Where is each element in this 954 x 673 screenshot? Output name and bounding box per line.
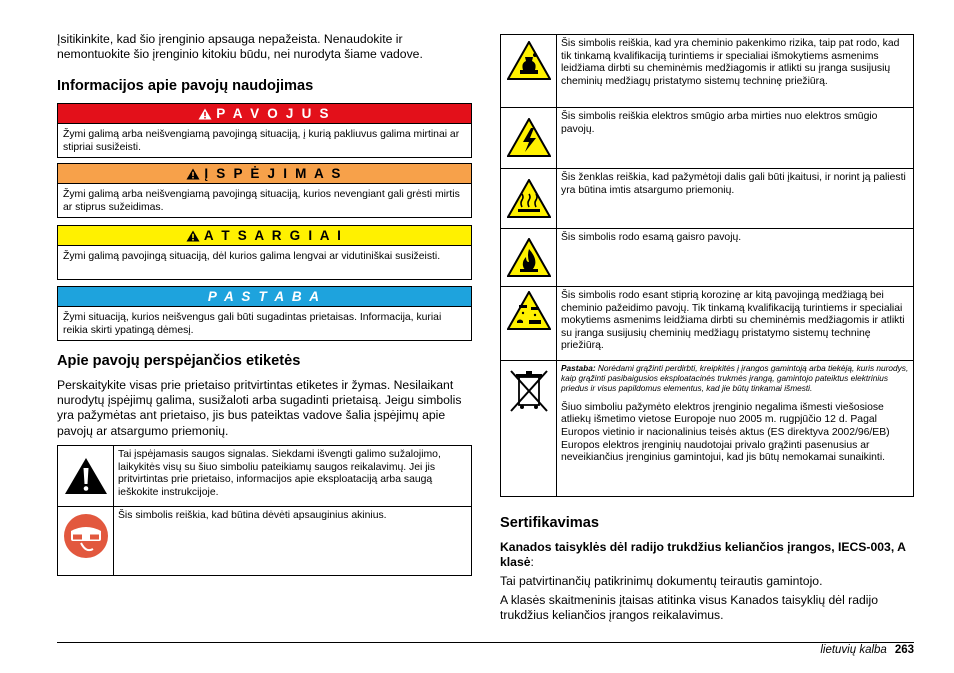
warning-triangle-icon <box>198 108 212 120</box>
page-number: 263 <box>894 644 914 656</box>
fire-hazard-icon <box>507 238 551 278</box>
warning-triangle-icon <box>186 230 200 242</box>
danger-text: Žymi galimą arba neišvengiamą pavojingą situaciją, į kurią pakliuvus galima mirtinai ar stipriai susižeisti. <box>63 129 460 153</box>
table-row <box>501 35 914 108</box>
footer-language: lietuvių kalba <box>820 644 887 656</box>
danger-header <box>58 104 471 124</box>
crossed-bin-icon <box>507 367 551 415</box>
table-row <box>501 108 914 169</box>
weee-note-text: Norėdami grąžinti perdirbti, kreipkitės į įrangos gamintoją arba tiekėją, kuris nurodys, kaip grąžinti pasibaigusios eksploatacinės trukmės įrangą, gamintojo pateiktus elektrinius priedus ir visus papildomus elementus, kad jie būtų tinkamai išmesti. <box>561 363 909 393</box>
warning-text: Žymi galimą arba neišvengiamą pavojingą situaciją, kurios nevengiant gali grėsti mirtis ar stiprus sužeidimas. <box>63 189 460 213</box>
warning-header <box>58 164 471 184</box>
left-symbol-table <box>57 445 472 576</box>
symbol-text: Šis simbolis reiškia, kad būtina dėvėti apsauginius akinius. <box>114 507 472 576</box>
cert-heading: Sertifikavimas <box>500 515 599 531</box>
symbol-text: Šis ženklas reiškia, kad pažymėtoji dalis gali būti įkaitusi, ir norint ją paliesti yra būtina imtis atsargumo priemonių. <box>557 169 914 229</box>
labels-heading: Apie pavojų perspėjančios etiketės <box>57 353 301 369</box>
danger-title: P A V O J U S <box>216 106 331 121</box>
weee-text: Šiuo simboliu pažymėto elektros įrenginio negalima išmesti viešosiose atliekų išmetimo vietose Europoje nuo 2005 m. rugpjūčio 12 d. Pagal Europos vietinio ir nacionalinius teisės aktus (ES direktyva 2002/96/EB) Europos elektros įrenginių naudotojai privalo grąžinti pasenusius ar neveikiančius įrenginius gamintojui, kad jis būtų nemokamai sunaikinti. <box>561 401 890 464</box>
cert-sub-colon: : <box>530 555 534 570</box>
notice-text: Žymi situaciją, kurios neišvengus gali būti sugadintas prietaisas. Informacija, kuriai reikia skirti ypatingą dėmesį. <box>63 312 442 336</box>
warning-box <box>57 163 472 218</box>
table-row <box>501 229 914 287</box>
warning-triangle-icon <box>186 168 200 180</box>
table-row <box>501 361 914 497</box>
symbol-text: Tai įspėjamasis saugos signalas. Siekdami išvengti galimo sužalojimo, laikykitės visų su šiuo simboliu pateikiamų saugos reikalavimų. Jei jis pritvirtintas prie prietaiso, informacijos apie eksploataciją arba saugą ieškokite instrukcijoje. <box>114 446 472 507</box>
caution-header <box>58 226 471 246</box>
notice-title: P A S T A B A <box>207 289 322 304</box>
symbol-text: Šis simbolis rodo esamą gaisro pavojų. <box>557 229 914 287</box>
labels-text: Perskaitykite visas prie prietaiso pritvirtintas etiketes ir žymas. Nesilaikant nurodytų įspėjimų galima, susižaloti arba sugadinti prietaisą. Jeigu simbolis yra pažymėtas ant prietaiso, jis bus pateiktas vadove šalia įspėjimų apie pavojų ar atsargumo priemonių. <box>57 378 462 438</box>
table-row <box>58 446 472 507</box>
table-row <box>58 507 472 576</box>
warning-title: Į S P Ė J I M A S <box>204 166 343 181</box>
page-footer <box>820 643 914 657</box>
caution-box <box>57 225 472 280</box>
caution-title: A T S A R G I A I <box>203 228 344 243</box>
notice-header <box>58 287 471 307</box>
footer-divider <box>57 642 914 643</box>
notice-box <box>57 286 472 341</box>
table-row <box>501 169 914 229</box>
electric-shock-icon <box>507 118 551 158</box>
cert-subheading <box>500 540 914 570</box>
corrosive-icon <box>507 291 551 331</box>
table-row <box>501 287 914 361</box>
weee-note <box>561 364 909 394</box>
warning-triangle-icon <box>64 457 108 495</box>
eye-protection-icon <box>63 513 109 559</box>
symbol-text: Šis simbolis reiškia, kad yra cheminio pakenkimo rizika, taip pat rodo, kad tik tinkamą kvalifikaciją turintiems ir specialiai išmokytiems asmenims leidžiama dirbti su cheminėmis medžiagomis ir atlikti su įranga susijusių cheminių medžiagų pristatymo sistemų techninę priežiūrą. <box>557 35 914 108</box>
weee-note-label: Pastaba: <box>561 363 596 373</box>
cert-sub-text: Kanados taisyklės dėl radijo trukdžius keliančios įrangos, IECS-003, A klasė <box>500 540 906 570</box>
intro-text: Įsitikinkite, kad šio įrenginio apsauga nepažeista. Nenaudokite ir nemontuokite šio įrenginio kitokiu būdu, nei nurodyta šiame vadove. <box>57 32 423 62</box>
hazard-heading: Informacijos apie pavojų naudojimas <box>57 78 314 94</box>
symbol-text: Šis simbolis rodo esant stiprią korozinę ar kitą pavojingą medžiagą bei cheminio pažeidimo pavojų. Tik tinkamą kvalifikaciją turintiems ir specialiai mokytiems asmenims leidžiama dirbti su cheminėmis medžiagomis ir atlikti su įranga susijusių cheminių medžiagų pristatymo sistemų techninę priežiūrą. <box>557 287 914 361</box>
symbol-text: Šis simbolis reiškia elektros smūgio arba mirties nuo elektros smūgio pavojų. <box>557 108 914 169</box>
right-symbol-table <box>500 34 914 497</box>
cert-paragraph-1: Tai patvirtinančių patikrinimų dokumentų teirautis gamintojo. <box>500 574 823 588</box>
chemical-hazard-icon <box>507 41 551 81</box>
hot-surface-icon <box>507 179 551 219</box>
caution-text: Žymi galimą pavojingą situaciją, dėl kurios galima lengvai ar vidutiniškai susižeisti. <box>63 251 441 262</box>
cert-paragraph-2: A klasės skaitmeninis įtaisas atitinka visus Kanados taisyklių dėl radijo trukdžius keliančios įrangos reikalavimus. <box>500 593 878 623</box>
danger-box <box>57 103 472 158</box>
